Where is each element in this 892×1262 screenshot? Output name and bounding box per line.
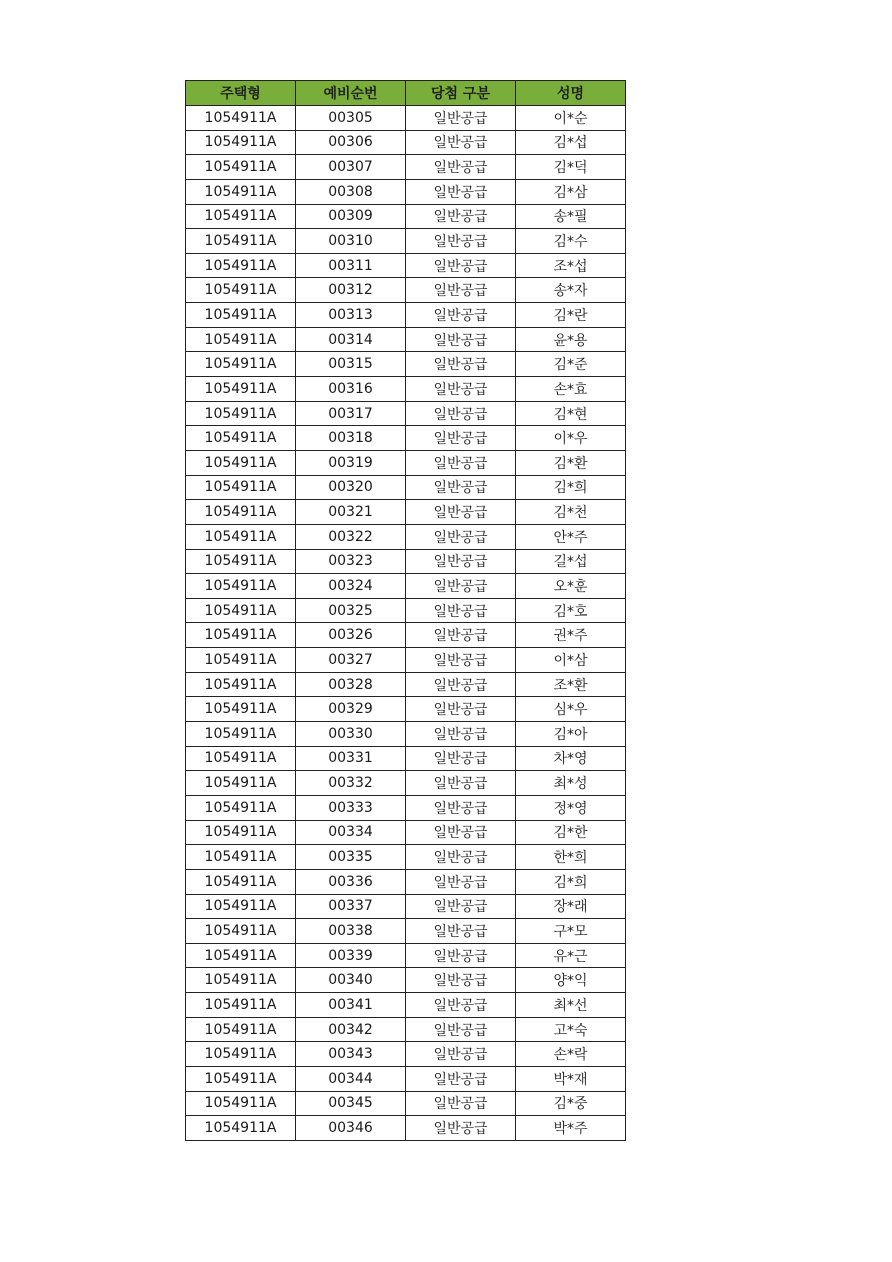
cell-reserve-number: 00315: [296, 352, 406, 377]
cell-name: 차*영: [516, 746, 626, 771]
cell-winning-category: 일반공급: [406, 1116, 516, 1141]
cell-housing-type: 1054911A: [186, 155, 296, 180]
cell-housing-type: 1054911A: [186, 1017, 296, 1042]
cell-reserve-number: 00330: [296, 722, 406, 747]
cell-housing-type: 1054911A: [186, 623, 296, 648]
table-row: [186, 672, 626, 697]
cell-winning-category: 일반공급: [406, 549, 516, 574]
cell-winning-category: 일반공급: [406, 179, 516, 204]
cell-reserve-number: 00344: [296, 1066, 406, 1091]
cell-name: 윤*용: [516, 327, 626, 352]
cell-winning-category: 일반공급: [406, 524, 516, 549]
cell-reserve-number: 00310: [296, 229, 406, 254]
cell-winning-category: 일반공급: [406, 845, 516, 870]
cell-name: 장*래: [516, 894, 626, 919]
cell-name: 구*모: [516, 919, 626, 944]
table-row: [186, 623, 626, 648]
cell-winning-category: 일반공급: [406, 746, 516, 771]
cell-housing-type: 1054911A: [186, 845, 296, 870]
cell-winning-category: 일반공급: [406, 450, 516, 475]
cell-name: 김*한: [516, 820, 626, 845]
cell-name: 오*훈: [516, 574, 626, 599]
cell-housing-type: 1054911A: [186, 697, 296, 722]
cell-reserve-number: 00311: [296, 253, 406, 278]
table-row: [186, 968, 626, 993]
cell-name: 이*순: [516, 106, 626, 131]
cell-winning-category: 일반공급: [406, 894, 516, 919]
cell-reserve-number: 00341: [296, 993, 406, 1018]
table-row: [186, 697, 626, 722]
table-row: [186, 327, 626, 352]
cell-winning-category: 일반공급: [406, 869, 516, 894]
cell-name: 최*성: [516, 771, 626, 796]
table-row: [186, 303, 626, 328]
table-row: [186, 475, 626, 500]
cell-name: 이*삼: [516, 648, 626, 673]
cell-housing-type: 1054911A: [186, 475, 296, 500]
cell-name: 손*효: [516, 377, 626, 402]
cell-housing-type: 1054911A: [186, 549, 296, 574]
cell-winning-category: 일반공급: [406, 500, 516, 525]
cell-winning-category: 일반공급: [406, 648, 516, 673]
table-row: [186, 278, 626, 303]
cell-reserve-number: 00308: [296, 179, 406, 204]
table-row: [186, 253, 626, 278]
cell-name: 김*중: [516, 1091, 626, 1116]
cell-name: 권*주: [516, 623, 626, 648]
cell-housing-type: 1054911A: [186, 1091, 296, 1116]
table-row: [186, 401, 626, 426]
cell-winning-category: 일반공급: [406, 795, 516, 820]
cell-reserve-number: 00309: [296, 204, 406, 229]
cell-name: 김*호: [516, 598, 626, 623]
cell-winning-category: 일반공급: [406, 204, 516, 229]
cell-winning-category: 일반공급: [406, 697, 516, 722]
cell-name: 최*선: [516, 993, 626, 1018]
table-row: [186, 648, 626, 673]
table-row: [186, 722, 626, 747]
cell-name: 박*주: [516, 1116, 626, 1141]
table-row: [186, 1066, 626, 1091]
cell-housing-type: 1054911A: [186, 820, 296, 845]
cell-reserve-number: 00307: [296, 155, 406, 180]
table-row: [186, 1091, 626, 1116]
cell-housing-type: 1054911A: [186, 919, 296, 944]
cell-name: 김*삼: [516, 179, 626, 204]
cell-name: 김*현: [516, 401, 626, 426]
table-row: [186, 869, 626, 894]
cell-reserve-number: 00317: [296, 401, 406, 426]
cell-housing-type: 1054911A: [186, 648, 296, 673]
cell-reserve-number: 00337: [296, 894, 406, 919]
table-row: [186, 229, 626, 254]
table-row: [186, 771, 626, 796]
cell-name: 김*환: [516, 450, 626, 475]
cell-reserve-number: 00314: [296, 327, 406, 352]
cell-reserve-number: 00333: [296, 795, 406, 820]
cell-reserve-number: 00332: [296, 771, 406, 796]
cell-winning-category: 일반공급: [406, 672, 516, 697]
table-header: [186, 81, 626, 106]
cell-name: 조*환: [516, 672, 626, 697]
cell-winning-category: 일반공급: [406, 919, 516, 944]
table-row: [186, 845, 626, 870]
cell-winning-category: 일반공급: [406, 1042, 516, 1067]
table-row: [186, 549, 626, 574]
cell-housing-type: 1054911A: [186, 894, 296, 919]
cell-housing-type: 1054911A: [186, 968, 296, 993]
cell-reserve-number: 00336: [296, 869, 406, 894]
table-row: [186, 746, 626, 771]
cell-winning-category: 일반공급: [406, 475, 516, 500]
cell-housing-type: 1054911A: [186, 524, 296, 549]
cell-reserve-number: 00339: [296, 943, 406, 968]
cell-name: 김*희: [516, 869, 626, 894]
cell-name: 안*주: [516, 524, 626, 549]
table-row: [186, 1116, 626, 1141]
cell-name: 양*익: [516, 968, 626, 993]
cell-housing-type: 1054911A: [186, 574, 296, 599]
table-body: [186, 106, 626, 1141]
cell-reserve-number: 00305: [296, 106, 406, 131]
cell-winning-category: 일반공급: [406, 598, 516, 623]
header-row: [186, 81, 626, 106]
cell-housing-type: 1054911A: [186, 1042, 296, 1067]
cell-winning-category: 일반공급: [406, 401, 516, 426]
cell-winning-category: 일반공급: [406, 820, 516, 845]
cell-reserve-number: 00335: [296, 845, 406, 870]
cell-winning-category: 일반공급: [406, 278, 516, 303]
cell-winning-category: 일반공급: [406, 1091, 516, 1116]
cell-reserve-number: 00338: [296, 919, 406, 944]
cell-reserve-number: 00318: [296, 426, 406, 451]
cell-name: 김*천: [516, 500, 626, 525]
table-row: [186, 179, 626, 204]
cell-name: 심*우: [516, 697, 626, 722]
reserve-winner-table: [185, 80, 626, 1141]
cell-housing-type: 1054911A: [186, 598, 296, 623]
cell-reserve-number: 00320: [296, 475, 406, 500]
cell-reserve-number: 00321: [296, 500, 406, 525]
cell-housing-type: 1054911A: [186, 327, 296, 352]
cell-name: 이*우: [516, 426, 626, 451]
cell-reserve-number: 00342: [296, 1017, 406, 1042]
cell-name: 김*란: [516, 303, 626, 328]
table-row: [186, 1017, 626, 1042]
cell-reserve-number: 00329: [296, 697, 406, 722]
table-row: [186, 919, 626, 944]
table-row: [186, 894, 626, 919]
cell-housing-type: 1054911A: [186, 672, 296, 697]
cell-reserve-number: 00323: [296, 549, 406, 574]
cell-winning-category: 일반공급: [406, 574, 516, 599]
cell-winning-category: 일반공급: [406, 771, 516, 796]
table-row: [186, 352, 626, 377]
cell-name: 고*숙: [516, 1017, 626, 1042]
cell-winning-category: 일반공급: [406, 426, 516, 451]
cell-housing-type: 1054911A: [186, 377, 296, 402]
cell-winning-category: 일반공급: [406, 1066, 516, 1091]
header-name: 성명: [516, 81, 626, 106]
cell-winning-category: 일반공급: [406, 968, 516, 993]
cell-winning-category: 일반공급: [406, 106, 516, 131]
cell-housing-type: 1054911A: [186, 426, 296, 451]
cell-reserve-number: 00346: [296, 1116, 406, 1141]
table-row: [186, 106, 626, 131]
cell-housing-type: 1054911A: [186, 450, 296, 475]
cell-reserve-number: 00326: [296, 623, 406, 648]
cell-winning-category: 일반공급: [406, 155, 516, 180]
cell-name: 김*덕: [516, 155, 626, 180]
cell-housing-type: 1054911A: [186, 229, 296, 254]
cell-housing-type: 1054911A: [186, 253, 296, 278]
cell-reserve-number: 00331: [296, 746, 406, 771]
table-row: [186, 574, 626, 599]
cell-name: 송*필: [516, 204, 626, 229]
cell-reserve-number: 00313: [296, 303, 406, 328]
table-row: [186, 820, 626, 845]
cell-name: 정*영: [516, 795, 626, 820]
cell-name: 손*락: [516, 1042, 626, 1067]
cell-name: 유*근: [516, 943, 626, 968]
cell-housing-type: 1054911A: [186, 795, 296, 820]
table-row: [186, 524, 626, 549]
cell-reserve-number: 00328: [296, 672, 406, 697]
cell-name: 박*재: [516, 1066, 626, 1091]
cell-housing-type: 1054911A: [186, 771, 296, 796]
cell-housing-type: 1054911A: [186, 352, 296, 377]
cell-housing-type: 1054911A: [186, 106, 296, 131]
cell-name: 길*섭: [516, 549, 626, 574]
cell-winning-category: 일반공급: [406, 1017, 516, 1042]
table-row: [186, 943, 626, 968]
cell-winning-category: 일반공급: [406, 303, 516, 328]
cell-reserve-number: 00319: [296, 450, 406, 475]
header-reserve-number: 예비순번: [296, 81, 406, 106]
cell-housing-type: 1054911A: [186, 401, 296, 426]
cell-reserve-number: 00325: [296, 598, 406, 623]
cell-winning-category: 일반공급: [406, 253, 516, 278]
cell-housing-type: 1054911A: [186, 1116, 296, 1141]
cell-name: 김*준: [516, 352, 626, 377]
table-row: [186, 993, 626, 1018]
cell-name: 김*희: [516, 475, 626, 500]
cell-housing-type: 1054911A: [186, 204, 296, 229]
cell-reserve-number: 00334: [296, 820, 406, 845]
cell-reserve-number: 00322: [296, 524, 406, 549]
cell-housing-type: 1054911A: [186, 278, 296, 303]
cell-winning-category: 일반공급: [406, 327, 516, 352]
cell-housing-type: 1054911A: [186, 500, 296, 525]
cell-name: 한*희: [516, 845, 626, 870]
cell-reserve-number: 00340: [296, 968, 406, 993]
cell-housing-type: 1054911A: [186, 179, 296, 204]
cell-housing-type: 1054911A: [186, 130, 296, 155]
cell-housing-type: 1054911A: [186, 303, 296, 328]
cell-name: 김*수: [516, 229, 626, 254]
table-row: [186, 377, 626, 402]
table-row: [186, 598, 626, 623]
cell-housing-type: 1054911A: [186, 1066, 296, 1091]
cell-housing-type: 1054911A: [186, 943, 296, 968]
cell-winning-category: 일반공급: [406, 352, 516, 377]
cell-winning-category: 일반공급: [406, 623, 516, 648]
cell-housing-type: 1054911A: [186, 993, 296, 1018]
cell-name: 김*섭: [516, 130, 626, 155]
cell-reserve-number: 00306: [296, 130, 406, 155]
table-row: [186, 426, 626, 451]
cell-reserve-number: 00343: [296, 1042, 406, 1067]
cell-reserve-number: 00312: [296, 278, 406, 303]
cell-housing-type: 1054911A: [186, 746, 296, 771]
cell-reserve-number: 00345: [296, 1091, 406, 1116]
table-row: [186, 450, 626, 475]
cell-name: 송*자: [516, 278, 626, 303]
table-row: [186, 130, 626, 155]
table-row: [186, 1042, 626, 1067]
cell-reserve-number: 00316: [296, 377, 406, 402]
cell-winning-category: 일반공급: [406, 130, 516, 155]
cell-winning-category: 일반공급: [406, 377, 516, 402]
cell-reserve-number: 00327: [296, 648, 406, 673]
table-row: [186, 795, 626, 820]
cell-winning-category: 일반공급: [406, 993, 516, 1018]
table-row: [186, 204, 626, 229]
cell-winning-category: 일반공급: [406, 229, 516, 254]
header-housing-type: 주택형: [186, 81, 296, 106]
header-winning-category: 당첨 구분: [406, 81, 516, 106]
table-row: [186, 500, 626, 525]
cell-winning-category: 일반공급: [406, 722, 516, 747]
cell-housing-type: 1054911A: [186, 722, 296, 747]
cell-name: 김*아: [516, 722, 626, 747]
table-row: [186, 155, 626, 180]
cell-housing-type: 1054911A: [186, 869, 296, 894]
cell-winning-category: 일반공급: [406, 943, 516, 968]
cell-name: 조*섭: [516, 253, 626, 278]
cell-reserve-number: 00324: [296, 574, 406, 599]
